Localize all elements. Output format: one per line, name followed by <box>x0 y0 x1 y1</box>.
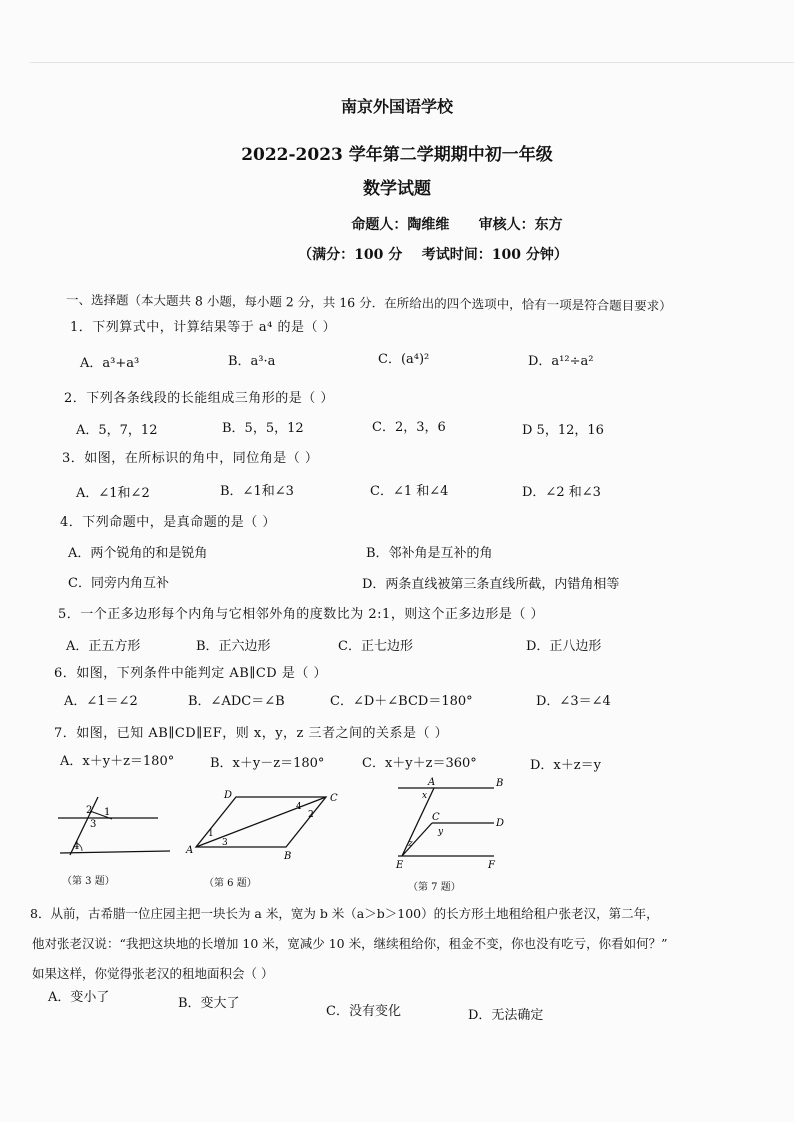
question-5-stem: 5．一个正多边形每个内角与它相邻外角的度数比为 2:1，则这个正多边形是（ ） <box>58 607 544 622</box>
q1-option-b: B．a³·a <box>228 354 276 369</box>
q4-option-d: D．两条直线被第三条直线所截，内错角相等 <box>362 577 620 592</box>
q7-option-c: C．x＋y＋z＝360° <box>362 756 477 771</box>
q6-option-b: B．∠ADC＝∠B <box>188 694 285 709</box>
exam-subject: 数学试题 <box>363 179 431 199</box>
fig7-label-c: C <box>432 812 440 823</box>
q5-option-c: C．正七边形 <box>338 639 413 654</box>
question-3-stem: 3．如图，在所标识的角中，同位角是（ ） <box>62 451 319 466</box>
figure-7 <box>390 774 520 874</box>
question-1-stem: 1．下列算式中，计算结果等于 a⁴ 的是（ ） <box>70 320 337 335</box>
fig7-label-a: A <box>428 777 436 788</box>
q1-option-d: D．a¹²÷a² <box>528 354 594 369</box>
fig3-label-2: 2 <box>86 805 93 816</box>
q4-option-c: C．同旁内角互补 <box>68 576 169 591</box>
q2-option-d: D 5，12，16 <box>522 423 604 438</box>
exam-info: （满分：100 分 考试时间：100 分钟） <box>298 247 568 263</box>
fig6-label-c: C <box>330 793 338 804</box>
question-2-stem: 2．下列各条线段的长能组成三角形的是（ ） <box>64 391 334 406</box>
question-8-line-1: 8．从前，古希腊一位庄园主把一块长为 a 米，宽为 b 米（a＞b＞100）的长方形土地租给租户张老汉，第二年， <box>30 906 659 921</box>
q1-option-a: A．a³+a³ <box>80 356 140 371</box>
q4-option-a: A．两个锐角的和是锐角 <box>68 546 208 561</box>
fig6-label-b: B <box>284 851 292 862</box>
section-heading: 一、选择题（本大题共 8 小题，每小题 2 分，共 16 分．在所给出的四个选项中，恰有一项是符合题目要求） <box>65 292 672 314</box>
fig7-label-f: F <box>488 860 495 871</box>
fig7-label-z: z <box>408 839 413 849</box>
q8-option-b: B．变大了 <box>178 996 240 1011</box>
q2-option-c: C．2，3，6 <box>372 420 446 435</box>
fig3-label-4: 4 <box>73 841 80 852</box>
fig6-caption: （第 6 题） <box>204 878 257 889</box>
fig6-label-d: D <box>224 790 233 801</box>
figure-6 <box>178 782 348 872</box>
q3-option-d: D．∠2 和∠3 <box>522 485 601 500</box>
q5-option-d: D．正八边形 <box>526 639 602 654</box>
fig7-label-e: E <box>396 860 404 871</box>
question-7-stem: 7．如图，已知 AB∥CD∥EF，则 x，y，z 三者之间的关系是（ ） <box>54 726 449 741</box>
exam-term: 2022-2023 学年第二学期期中初一年级 <box>241 145 553 165</box>
fig3-caption: （第 3 题） <box>62 876 115 887</box>
q3-option-a: A．∠1和∠2 <box>76 486 150 501</box>
q8-option-c: C．没有变化 <box>326 1004 401 1019</box>
question-6-stem: 6．如图，下列条件中能判定 AB∥CD 是（ ） <box>54 666 327 681</box>
q2-option-b: B．5，5，12 <box>222 421 304 436</box>
fig7-label-y: y <box>438 827 444 837</box>
fig7-label-d: D <box>496 818 505 829</box>
q6-option-c: C．∠D＋∠BCD＝180° <box>330 694 473 709</box>
q1-option-c: C．(a⁴)² <box>378 352 430 367</box>
fig3-label-3: 3 <box>90 819 97 830</box>
question-4-stem: 4．下列命题中，是真命题的是（ ） <box>60 515 276 530</box>
question-8-line-3: 如果这样，你觉得张老汉的租地面积会（ ） <box>32 966 274 981</box>
q7-option-d: D．x＋z＝y <box>530 758 601 773</box>
fig6-label-4: 4 <box>296 802 302 812</box>
fig7-label-b: B <box>496 778 504 789</box>
fig7-caption: （第 7 题） <box>408 882 461 893</box>
q6-option-a: A．∠1＝∠2 <box>64 694 138 709</box>
fig6-label-2: 2 <box>308 810 314 820</box>
q8-option-a: A．变小了 <box>48 990 110 1005</box>
q8-option-d: D．无法确定 <box>468 1008 544 1023</box>
fig3-label-1: 1 <box>104 807 111 818</box>
q5-option-a: A．正五方形 <box>66 639 141 654</box>
q7-option-b: B．x＋y－z＝180° <box>210 756 325 771</box>
fig6-label-1: 1 <box>208 829 214 839</box>
exam-authors: 命题人：陶维维 审核人：东方 <box>351 217 563 233</box>
fig6-label-3: 3 <box>222 838 228 848</box>
q5-option-b: B．正六边形 <box>196 639 271 654</box>
q7-option-a: A．x＋y＋z＝180° <box>60 754 175 769</box>
scan-edge <box>30 62 794 63</box>
q2-option-a: A．5，7，12 <box>76 423 158 438</box>
q3-option-c: C．∠1 和∠4 <box>370 484 449 499</box>
school-name: 南京外国语学校 <box>340 97 453 116</box>
q3-option-b: B．∠1和∠3 <box>220 484 294 499</box>
fig6-label-a: A <box>186 845 194 856</box>
fig7-label-x: x <box>422 791 428 801</box>
figure-3 <box>40 785 180 885</box>
q6-option-d: D．∠3＝∠4 <box>536 694 611 709</box>
q4-option-b: B．邻补角是互补的角 <box>366 546 493 561</box>
question-8-line-2: 他对张老汉说：“我把这块地的长增加 10 米，宽减少 10 米，继续租给你，租金不变，你也没有吃亏，你看如何？” <box>32 936 668 951</box>
